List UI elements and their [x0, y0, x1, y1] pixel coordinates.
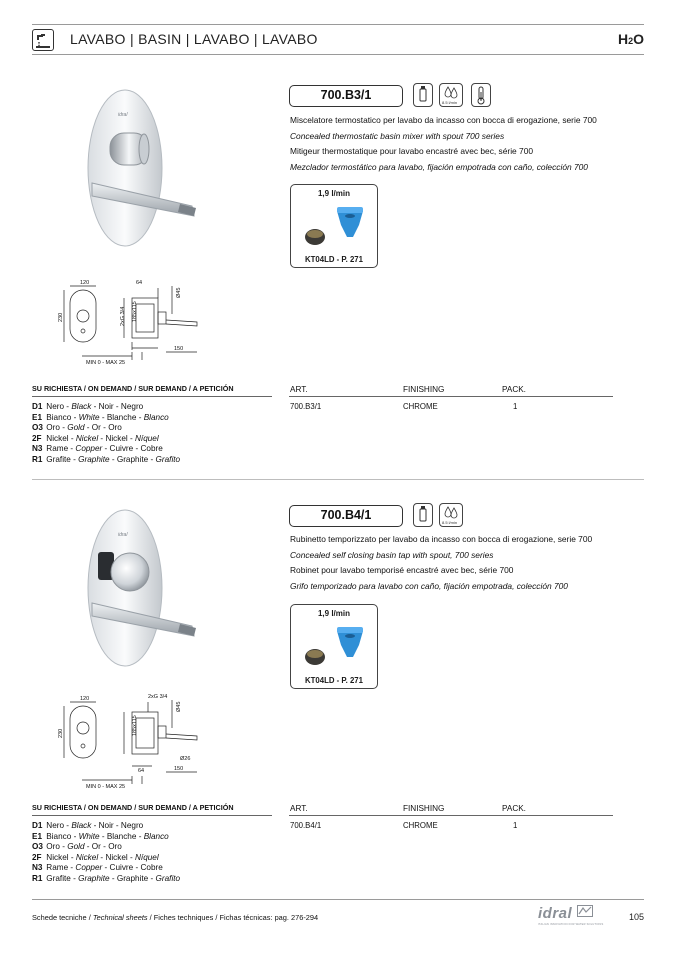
aerator-kit-card [290, 604, 378, 689]
brand-logo [538, 905, 603, 926]
on-demand-rule [32, 396, 272, 397]
product-code: 700.B4/1 [289, 505, 403, 527]
on-demand-label: SU RICHIESTA / ON DEMAND / SUR DEMAND / A PETICIÓN [32, 384, 234, 393]
variant-row: D1 Nero - Black - Noir - Negro [32, 402, 144, 411]
variant-row: N3 Rame - Copper - Cuivre - Cobre [32, 863, 163, 873]
page-title: LAVABO | BASIN | LAVABO | LAVABO [70, 31, 318, 47]
table-header-art: ART. [290, 804, 308, 813]
table-cell-art: 700.B4/1 [290, 821, 322, 830]
dim-depth: 64 [138, 768, 145, 774]
desc-es: Mezclador termostático para lavabo, fijación empotrada con caño, colección 700 [290, 161, 588, 172]
variant-row: R1 Grafite - Graphite - Graphite - Grafito [32, 454, 181, 464]
svg-text:idral: idral [118, 532, 128, 538]
product-description [290, 532, 630, 594]
cartridge-icon [413, 503, 433, 527]
dim-thread: 2xG 3/4 [148, 694, 168, 700]
footer-rule [32, 899, 644, 900]
dim-body: 185x115 [132, 301, 138, 322]
dim-range: MIN 0 - MAX 25 [86, 360, 126, 366]
svg-text:idral: idral [118, 112, 128, 118]
brand-mark-icon [577, 905, 593, 917]
table-cell-pack: 1 [513, 821, 518, 830]
variant-row: O3 Oro - Gold - Or - Oro [32, 423, 122, 433]
cartridge-icon [413, 83, 433, 107]
table-rule [289, 815, 613, 816]
desc-en: Concealed self closing basin tap with spout, 700 series [290, 549, 494, 560]
dim-width: 120 [80, 280, 90, 286]
color-variants [32, 821, 180, 885]
table-cell-art: 700.B3/1 [290, 402, 322, 411]
brand-tagline: ITALIAN INNOVATION FOR WATER SOLUTIONS [538, 923, 604, 926]
desc-it: Rubinetto temporizzato per lavabo da incasso con bocca di erogazione, serie 700 [290, 534, 593, 544]
table-cell-finishing: CHROME [403, 402, 438, 411]
variant-row: R1 Grafite - Graphite - Graphite - Grafito [32, 873, 181, 883]
dim-spout: 150 [174, 766, 184, 772]
desc-fr: Mitigeur thermostatique pour lavabo encastré avec bec, série 700 [290, 146, 534, 157]
product-description [290, 113, 630, 175]
dim-spout: 150 [174, 346, 184, 352]
thermometer-icon [471, 83, 491, 107]
table-header-finishing: FINISHING [403, 804, 445, 813]
table-header-art: ART. [290, 385, 308, 394]
kit-flow: 1,9 l/min [317, 609, 350, 618]
aerator-kit-card [290, 184, 378, 268]
dim-diameter: Ø45 [176, 701, 182, 712]
dim-body: 185x115 [132, 715, 138, 736]
kit-reference: KT04LD - P. 271 [305, 676, 363, 685]
header-top-rule [32, 24, 644, 25]
basin-tap-icon [32, 29, 54, 51]
variant-row: 2F Nickel - Nickel - Nickel - Níquel [32, 852, 159, 862]
dim-range: MIN 0 - MAX 25 [86, 784, 126, 790]
dim-width: 120 [80, 696, 90, 702]
technical-drawing [52, 692, 212, 790]
brand-name: idral [538, 905, 573, 922]
aerator-kit-image [297, 201, 371, 251]
on-demand-rule [32, 815, 272, 816]
aerator-kit-image [297, 621, 371, 671]
table-header-pack: PACK. [502, 385, 526, 394]
desc-es: Grifo temporizado para lavabo con caño, fijación empotrada, colección 700 [290, 580, 568, 591]
table-header-pack: PACK. [502, 804, 526, 813]
variant-row: O3 Oro - Gold - Or - Oro [32, 842, 122, 852]
dim-diameter: Ø45 [176, 287, 182, 298]
table-cell-finishing: CHROME [403, 821, 438, 830]
page-number: 105 [628, 912, 644, 922]
dim-thread: 2xG 3/4 [120, 306, 126, 326]
product-photo [80, 508, 205, 670]
variant-row: D1 Nero - Black - Noir - Negro [32, 821, 144, 830]
dim-height: 230 [58, 312, 64, 322]
variant-row: N3 Rame - Copper - Cuivre - Cobre [32, 444, 163, 454]
color-variants [32, 402, 180, 466]
variant-row: E1 Bianco - White - Blanche - Blanco [32, 831, 169, 841]
desc-it: Miscelatore termostatico per lavabo da incasso con bocca di erogazione, serie 700 [290, 115, 597, 125]
product-code: 700.B3/1 [289, 85, 403, 107]
desc-fr: Robinet pour lavabo temporisé encastré avec bec, série 700 [290, 565, 514, 576]
kit-reference: KT04LD - P. 271 [305, 255, 363, 264]
kit-flow: 1,9 l/min [317, 189, 350, 198]
dim-height: 230 [58, 728, 64, 738]
flow-rate-icon [439, 503, 463, 527]
section-divider [32, 479, 644, 480]
technical-drawing [52, 278, 212, 368]
table-header-finishing: FINISHING [403, 385, 445, 394]
table-rule [289, 396, 613, 397]
on-demand-label: SU RICHIESTA / ON DEMAND / SUR DEMAND / A PETICIÓN [32, 803, 234, 812]
variant-row: E1 Bianco - White - Blanche - Blanco [32, 412, 169, 422]
header-bottom-rule [32, 54, 644, 55]
dim-depth: 64 [136, 280, 143, 286]
footer-technical-sheets: Schede tecniche / Technical sheets / Fiches techniques / Fichas técnicas: pag. 276-294 [32, 913, 319, 922]
h2o-badge: H2O [617, 31, 644, 47]
desc-en: Concealed thermostatic basin mixer with spout 700 series [290, 130, 505, 141]
flow-icon-text: 8.5 l/min [442, 520, 458, 525]
flow-rate-icon [439, 83, 463, 107]
flow-icon-text: 8.5 l/min [442, 100, 458, 105]
dim-diameter-2: Ø26 [180, 756, 191, 762]
product-photo [80, 88, 205, 250]
variant-row: 2F Nickel - Nickel - Nickel - Níquel [32, 433, 159, 443]
table-cell-pack: 1 [513, 402, 518, 411]
